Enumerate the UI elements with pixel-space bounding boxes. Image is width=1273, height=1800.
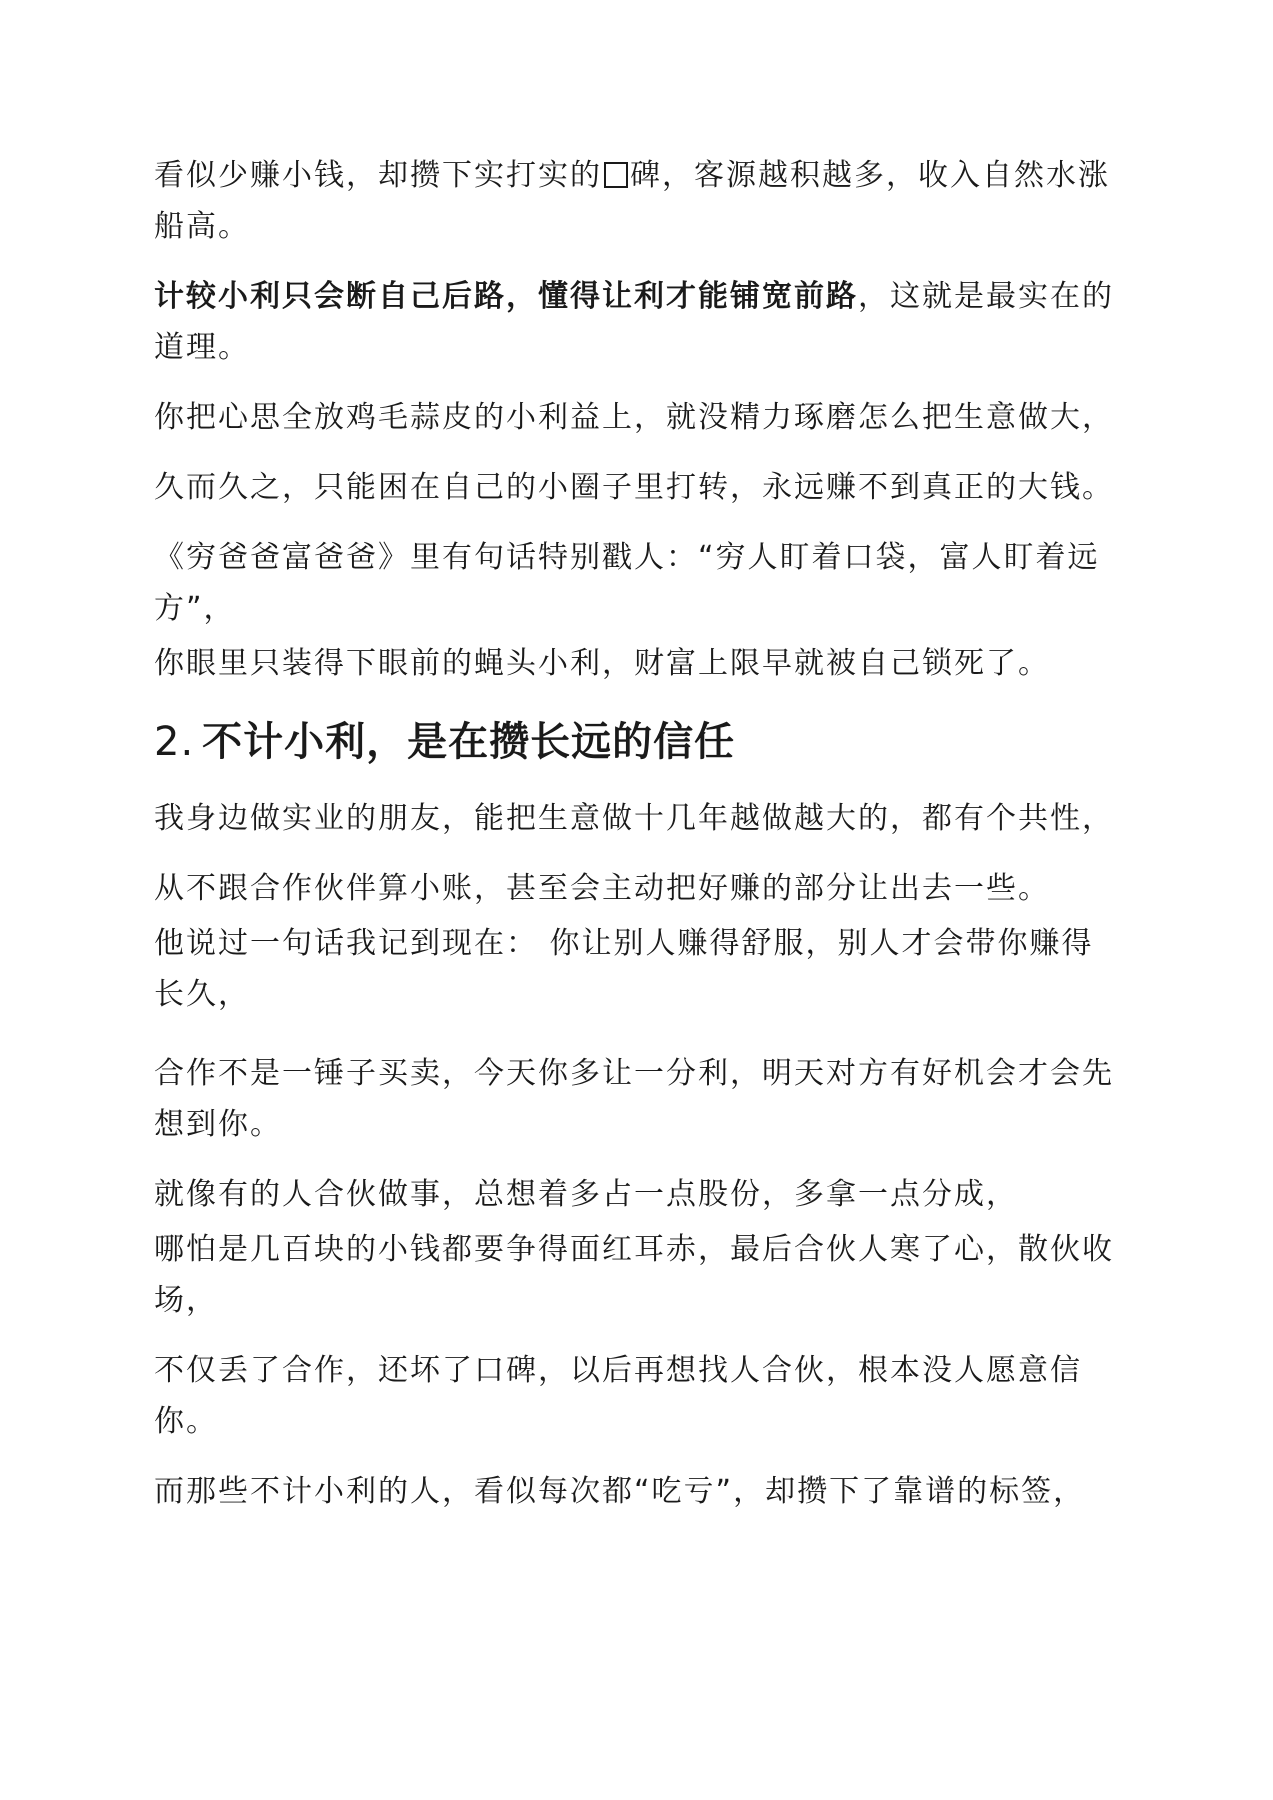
paragraph-12: 哪怕是几百块的小钱都要争得面红耳赤，最后合伙人寒了心，散伙收场， [154,1232,1114,1318]
paragraph-5: 《穷爸爸富爸爸》里有句话特别戳人：“穷人盯着口袋，富人盯着远方”， [154,540,1100,626]
paragraph-13: 不仅丢了合作，还坏了口碑，以后再想找人合伙，根本没人愿意信你。 [154,1353,1082,1439]
paragraph-8: 从不跟合作伙伴算小账，甚至会主动把好赚的部分让出去一些。 [154,871,1050,906]
missing-glyph-box-icon [604,162,628,188]
paragraph-9: 他说过一句话我记到现在： 你让别人赚得舒服，别人才会带你赚得长久， [154,926,1094,1012]
paragraph-1 [154,150,1123,252]
paragraph-6: 你眼里只装得下眼前的蝇头小利，财富上限早就被自己锁死了。 [154,646,1050,681]
paragraph-1-end: 碑，客源越积越多，收入自然水涨船高。 [154,158,1110,244]
paragraph-2-rest: ，这就是最实在的道理。 [154,279,1114,365]
paragraph-7: 我身边做实业的朋友，能把生意做十几年越做越大的，都有个共性， [154,801,1114,836]
section-number: 2. [154,719,195,765]
paragraph-11: 就像有的人合伙做事，总想着多占一点股份，多拿一点分成， [154,1177,1018,1212]
paragraph-4: 久而久之，只能困在自己的小圈子里打转，永远赚不到真正的大钱。 [154,470,1114,505]
paragraph-1-start: 看似少赚小钱，却攒下实打实的 [154,158,602,193]
paragraph-2 [154,271,1123,373]
paragraph-3: 你把心思全放鸡毛蒜皮的小利益上，就没精力琢磨怎么把生意做大， [154,400,1114,435]
section-heading [154,713,1123,771]
section-title: 不计小利，是在攒长远的信任 [202,719,736,765]
paragraph-10: 合作不是一锤子买卖，今天你多让一分利，明天对方有好机会才会先想到你。 [154,1056,1114,1142]
paragraph-2-bold: 计较小利只会断自己后路，懂得让利才能铺宽前路 [154,279,858,314]
paragraph-14: 而那些不计小利的人，看似每次都“吃亏”，却攒下了靠谱的标签， [154,1474,1086,1509]
